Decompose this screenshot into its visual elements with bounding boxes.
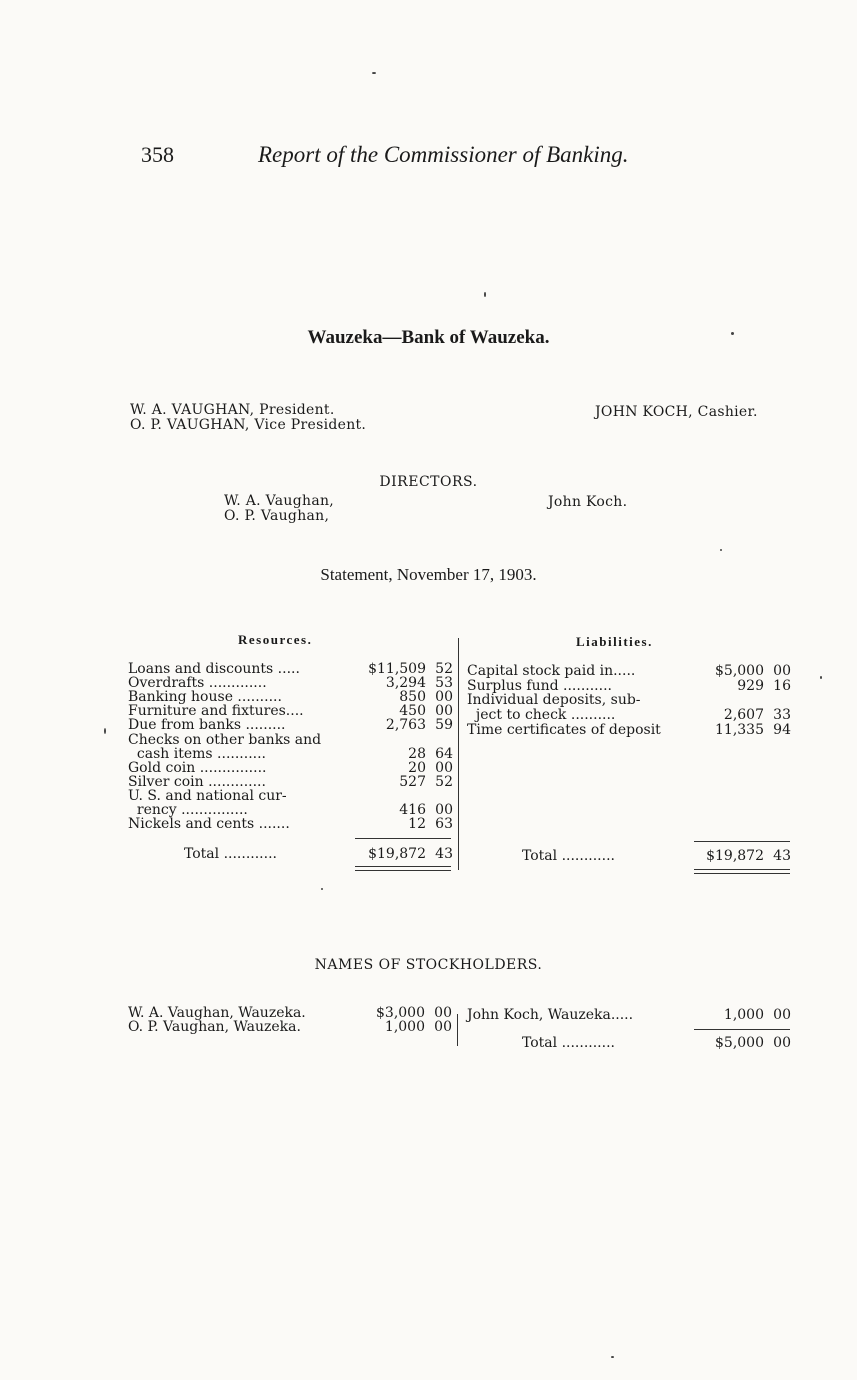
liabilities-row-dollars: $5,000	[715, 663, 764, 679]
stockholders-total-row	[467, 1036, 791, 1050]
liabilities-row-cents: 00	[773, 663, 791, 679]
stockholder-row	[467, 1008, 791, 1022]
liabilities-total-double-rule	[694, 869, 790, 874]
resources-row-dollars: 20	[408, 759, 426, 776]
liabilities-row-dollars: 11,335	[715, 721, 764, 738]
scan-speck	[731, 332, 734, 335]
scan-speck	[720, 549, 722, 551]
column-divider	[458, 638, 459, 870]
resources-row	[128, 817, 453, 831]
resources-row-dollars: 2,763	[385, 717, 426, 734]
resources-row-dollars: 28	[408, 745, 426, 762]
resources-row-cents: 00	[435, 689, 453, 706]
resources-row	[128, 775, 453, 789]
resources-row-cents: 52	[435, 661, 453, 677]
liabilities-heading: Liabilities.	[576, 634, 653, 649]
resources-row-cents: 00	[435, 703, 453, 720]
resources-row	[128, 789, 453, 803]
president-line: W. A. VAUGHAN, President.	[130, 402, 335, 418]
liabilities-row-label: Surplus fund ...........	[467, 677, 612, 694]
liabilities-row-cents: 94	[773, 721, 791, 738]
resources-row-cents: 00	[435, 802, 453, 818]
stockholders-heading: NAMES OF STOCKHOLDERS.	[314, 957, 543, 973]
stockholders-total-row-dollars: $5,000	[715, 1035, 764, 1051]
resources-row-dollars: 416	[399, 802, 426, 818]
resources-row-label: Silver coin .............	[128, 773, 266, 790]
stockholder-row-label: W. A. Vaughan, Wauzeka.	[128, 1005, 306, 1021]
directors-heading: DIRECTORS.	[379, 474, 478, 490]
page-number: 358	[141, 142, 174, 167]
resources-row-dollars: 527	[399, 773, 426, 790]
liabilities-row-label: Capital stock paid in.....	[467, 663, 636, 679]
resources-row-cents: 53	[435, 675, 453, 692]
stockholders-total-row-label: Total ............	[522, 1035, 615, 1051]
scan-speck	[321, 888, 323, 890]
resources-row-label: rency ...............	[128, 802, 248, 818]
resources-row-label: Banking house ..........	[128, 689, 282, 706]
statement-title: Statement, November 17, 1903.	[320, 565, 537, 584]
resources-row	[128, 690, 453, 704]
stockholder-row	[128, 1020, 452, 1034]
stockholders-total-row-cents: 00	[773, 1035, 791, 1051]
liabilities-total-row	[467, 849, 791, 863]
director-name: W. A. Vaughan,	[224, 493, 335, 509]
stockholder-row-label: O. P. Vaughan, Wauzeka.	[128, 1019, 301, 1035]
resources-row-label: Furniture and fixtures....	[128, 703, 304, 720]
scan-speck	[372, 72, 376, 74]
stockholder-row-dollars: $3,000	[376, 1005, 425, 1021]
resources-row-cents: 52	[435, 773, 453, 790]
scan-speck	[104, 728, 106, 734]
liabilities-total-row-dollars: $19,872	[706, 848, 764, 864]
liabilities-row	[467, 664, 791, 678]
director-name: John Koch.	[548, 494, 628, 510]
liabilities-total-row-cents: 43	[773, 848, 791, 864]
scan-speck	[484, 292, 486, 297]
liabilities-row	[467, 679, 791, 693]
liabilities-row-dollars: 929	[737, 677, 764, 694]
resources-row-label: Checks on other banks and	[128, 731, 322, 748]
liabilities-row-label: Time certificates of deposit	[467, 721, 661, 738]
resources-row-label: Nickels and cents .......	[128, 816, 290, 833]
resources-row-dollars: 3,294	[385, 675, 426, 692]
resources-total-row-dollars: $19,872	[368, 846, 426, 862]
liabilities-row-cents: 16	[773, 677, 791, 694]
stockholder-row-dollars: 1,000	[723, 1007, 764, 1023]
resources-row-label: cash items ...........	[128, 745, 266, 762]
resources-row-label: Gold coin ...............	[128, 759, 267, 776]
resources-heading: Resources.	[238, 632, 313, 647]
resources-row	[128, 662, 453, 676]
stockholder-row-cents: 00	[773, 1007, 791, 1023]
resources-row-cents: 00	[435, 759, 453, 776]
resources-total-rule	[355, 838, 451, 839]
resources-total-double-rule	[355, 866, 451, 871]
liabilities-row	[467, 708, 791, 722]
liabilities-row-dollars: 2,607	[723, 707, 764, 724]
stockholder-row	[128, 1006, 452, 1020]
resources-row	[128, 733, 453, 747]
resources-row-cents: 59	[435, 717, 453, 734]
resources-row	[128, 747, 453, 761]
stockholder-row-cents: 00	[434, 1019, 452, 1035]
resources-row	[128, 761, 453, 775]
stockholder-row-dollars: 1,000	[384, 1019, 425, 1035]
stockholder-row-cents: 00	[434, 1005, 452, 1021]
stockholders-divider	[457, 1014, 458, 1046]
resources-row-dollars: $11,509	[368, 661, 426, 677]
resources-row	[128, 718, 453, 732]
liabilities-total-row-label: Total ............	[522, 848, 615, 864]
director-name: O. P. Vaughan,	[224, 508, 330, 524]
liabilities-total-rule	[694, 841, 790, 842]
vice-president-line: O. P. VAUGHAN, Vice President.	[130, 417, 367, 433]
resources-total-row-label: Total ............	[184, 846, 277, 862]
resources-row	[128, 676, 453, 690]
resources-row-cents: 64	[435, 745, 453, 762]
resources-row-label: Loans and discounts .....	[128, 661, 300, 677]
liabilities-row-label: ject to check ..........	[467, 707, 616, 724]
liabilities-row	[467, 723, 791, 737]
bank-title: Wauzeka—Bank of Wauzeka.	[307, 327, 550, 348]
stockholder-row-label: John Koch, Wauzeka.....	[467, 1007, 634, 1023]
resources-total-row-cents: 43	[435, 846, 453, 862]
resources-row	[128, 803, 453, 817]
resources-row-dollars: 450	[399, 703, 426, 720]
stockholders-total-rule	[694, 1029, 790, 1030]
resources-row	[128, 704, 453, 718]
resources-row-label: Due from banks .........	[128, 717, 286, 734]
resources-total-row	[128, 847, 453, 861]
resources-row-dollars: 850	[399, 689, 426, 706]
resources-row-label: Overdrafts .............	[128, 675, 267, 692]
resources-row-label: U. S. and national cur-	[128, 787, 287, 804]
liabilities-row-label: Individual deposits, sub-	[467, 692, 641, 709]
scan-speck	[820, 676, 822, 679]
running-title: Report of the Commissioner of Banking.	[258, 142, 629, 167]
liabilities-row-cents: 33	[773, 707, 791, 724]
liabilities-row	[467, 693, 791, 707]
cashier-line: JOHN KOCH, Cashier.	[595, 404, 758, 420]
resources-row-dollars: 12	[408, 816, 426, 833]
scan-speck	[611, 1356, 614, 1358]
resources-row-cents: 63	[435, 816, 453, 833]
